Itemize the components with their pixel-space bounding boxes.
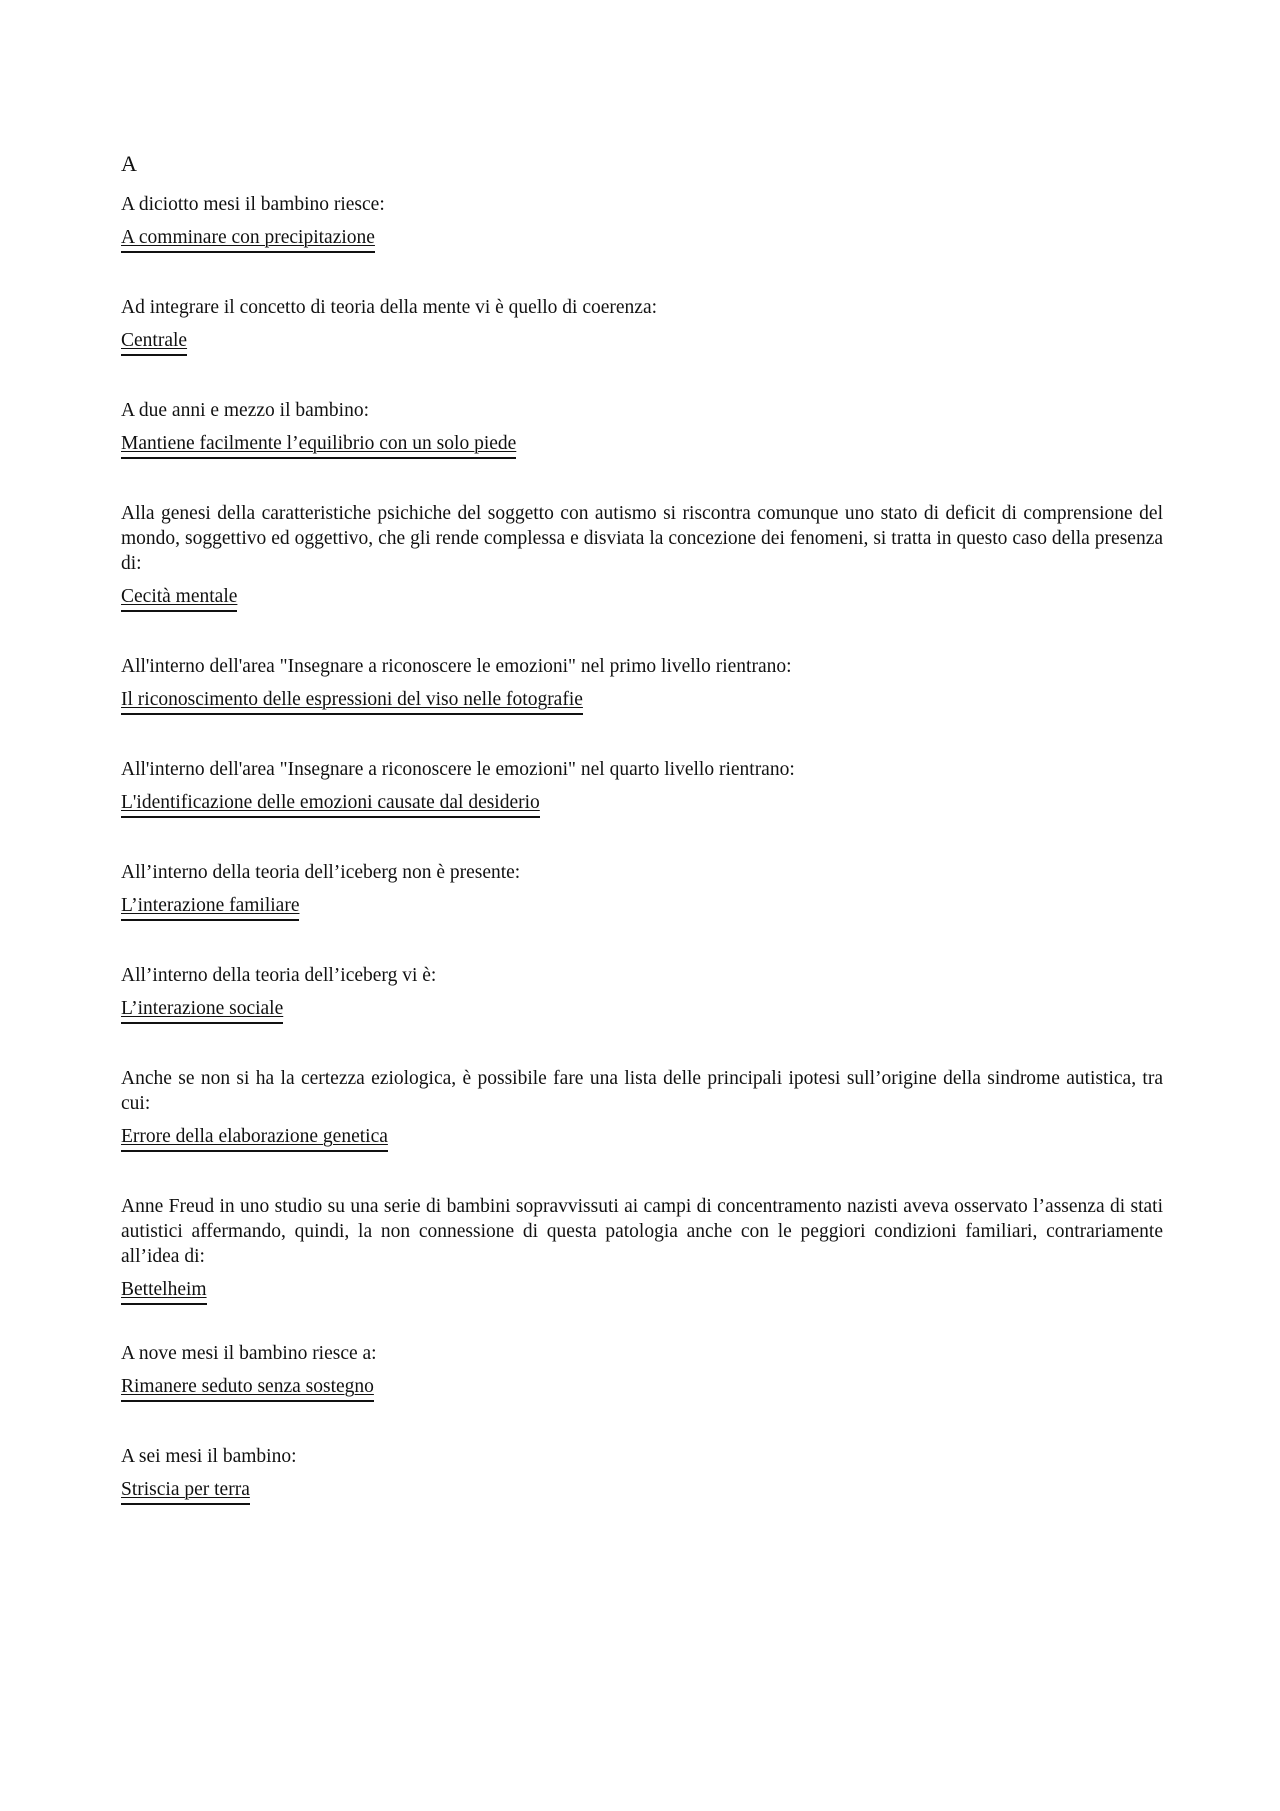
question-text: Ad integrare il concetto di teoria della mente vi è quello di coerenza: (121, 297, 658, 318)
qa-item (121, 398, 1163, 459)
answer-text: L’interazione familiare (121, 894, 299, 921)
qa-item (121, 501, 1163, 612)
question-text: All'interno dell'area "Insegnare a riconoscere le emozioni" nel quarto livello rientrano: (121, 759, 795, 780)
question-text: All'interno dell'area "Insegnare a riconoscere le emozioni" nel primo livello rientrano: (121, 656, 792, 677)
answer-text: L'identificazione delle emozioni causate dal desiderio (121, 791, 540, 818)
qa-item (121, 192, 1163, 253)
answer-text: Il riconoscimento delle espressioni del viso nelle fotografie (121, 688, 583, 715)
question-text: All’interno della teoria dell’iceberg vi è: (121, 965, 437, 986)
qa-item (121, 1341, 1163, 1402)
answer-text: Centrale (121, 329, 187, 356)
qa-item (121, 295, 1163, 356)
question-text: A sei mesi il bambino: (121, 1446, 297, 1467)
qa-item (121, 654, 1163, 715)
question-text: Anne Freud in uno studio su una serie di bambini sopravvissuti ai campi di concentramento nazisti aveva osservato l’assenza di stati autistici affermando, quindi, la non connessione di questa patologia anche con le peggiori condizioni familiari, contrariamente all’idea di: (121, 1196, 1163, 1267)
question-text: All’interno della teoria dell’iceberg non è presente: (121, 862, 521, 883)
answer-text: Bettelheim (121, 1278, 207, 1305)
document-content (121, 150, 1163, 1505)
answer-text: Cecità mentale (121, 585, 237, 612)
question-text: Alla genesi della caratteristiche psichiche del soggetto con autismo si riscontra comunque uno stato di deficit di comprensione del mondo, soggettivo ed oggettivo, che gli rende complessa e disviata la concezione dei fenomeni, si tratta in questo caso della presenza di: (121, 503, 1163, 574)
question-text: Anche se non si ha la certezza eziologica, è possibile fare una lista delle principali ipotesi sull’origine della sindrome autistica, tra cui: (121, 1068, 1163, 1114)
answer-text: A comminare con precipitazione (121, 226, 375, 253)
qa-item (121, 757, 1163, 818)
answer-text: L’interazione sociale (121, 997, 283, 1024)
question-text: A diciotto mesi il bambino riesce: (121, 194, 385, 215)
qa-item (121, 963, 1163, 1024)
qa-item (121, 1066, 1163, 1152)
qa-item (121, 1194, 1163, 1305)
section-heading: A (121, 151, 137, 176)
answer-text: Rimanere seduto senza sostegno (121, 1375, 374, 1402)
qa-item (121, 1444, 1163, 1505)
answer-text: Mantiene facilmente l’equilibrio con un solo piede (121, 432, 516, 459)
answer-text: Errore della elaborazione genetica (121, 1125, 388, 1152)
qa-item (121, 860, 1163, 921)
question-text: A nove mesi il bambino riesce a: (121, 1343, 377, 1364)
question-text: A due anni e mezzo il bambino: (121, 400, 370, 421)
answer-text: Striscia per terra (121, 1478, 250, 1505)
